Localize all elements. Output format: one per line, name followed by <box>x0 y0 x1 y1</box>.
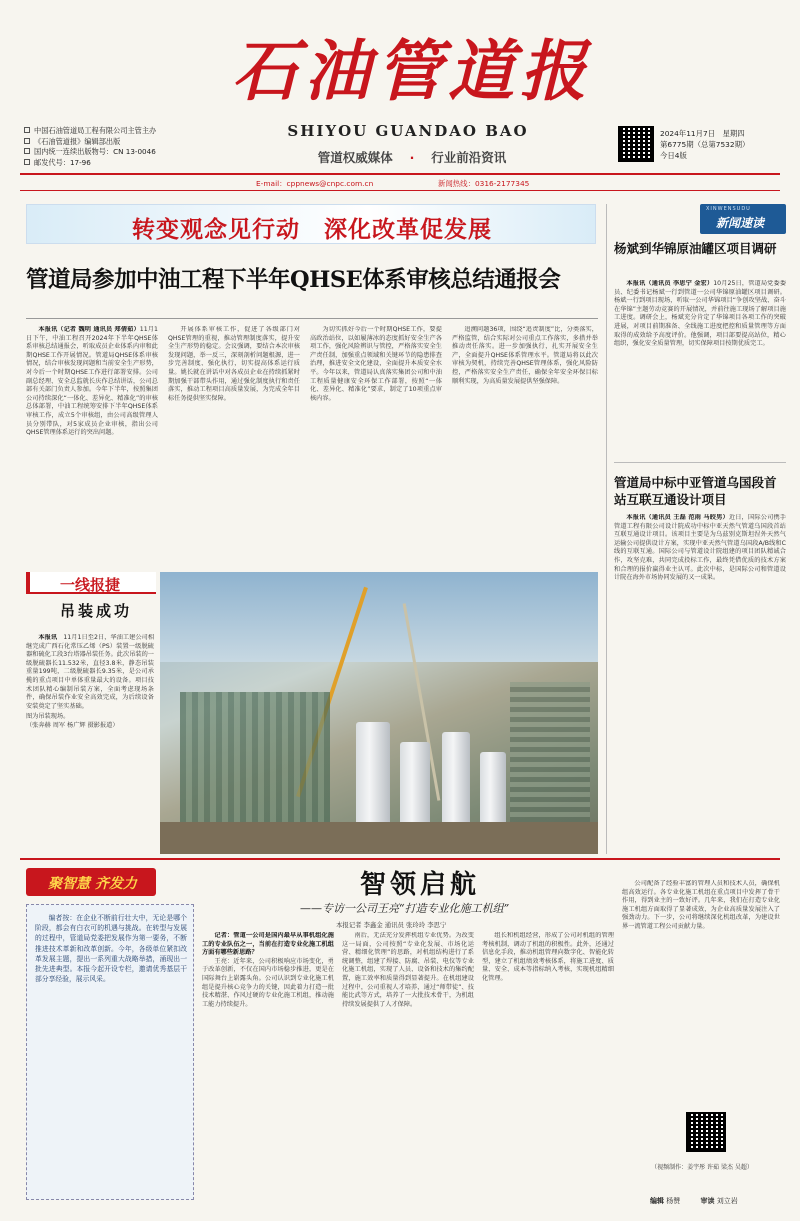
story1-byline: 本报讯（通讯员 李思宁 金宏） <box>626 280 714 287</box>
lead-col2: 开展体系审核工作，促进了各级部门对QHSE管理的重视，推动管理制度落实，提升安全生产形势的稳定。会议强调，要结合本次审核发现问题，举一反三，深刻剖析问题根源，进一步完善制度、强化执行，切实提高体系运行质量。姚长就在讲话中对各成员企业在持续抓紧时期加强干部带头作用，通过强化制度执行和责任落实，推动工程项目高质量发展，为完成全年目标任务提供坚实保障。 <box>168 326 300 402</box>
sidebar-rule <box>606 204 607 854</box>
slogan-banner <box>26 204 596 244</box>
editor-name: 杨赞 <box>666 1197 681 1205</box>
sidebar-label-en: XINWENSUDU <box>706 206 751 212</box>
sponsor-info <box>24 126 254 168</box>
feature-a1: 王亮：近年来，公司积极响应市场变化，勇于改革创新，不仅在国内市场稳步推进，更是在国际舞台上崭露头角。公司认识到专业化施工机组是提升核心竞争力的关键，因此着力打造一批技术精湛、作风过硬的专业化施工机组，推动施工能力持续提升。 <box>202 957 334 1008</box>
page-count: 今日4版 <box>660 151 687 160</box>
feature-title[interactable]: 智领启航 <box>360 870 481 900</box>
issue-info <box>660 128 790 161</box>
feature-section-text: 聚智慧 齐发力 <box>48 876 137 892</box>
lead-col1: 本报讯（记者 魏明 通讯员 郑倩茹）11月1日下午，中油工程召开2024年下半年QHSE体系审核总结通报会，听取成员企业体系内审和此期QHSE工作开展情况。管道局QHSE体系审核情况，结合审核发现问题和当前安全生产形势，对今后一个时期QHSE工作进行部署安排。公司副总经理、安全总监就长庆作总结讲话，公司总部有关部门负责人参加。今年下半年，按照集团公司持续深化“一体化、差异化、精准化”的审核总体部署，中油工程统筹安排下半年QHSE体系审核工作，成立5个审核组，由公司高级管理人员分别带队，对5家成员企业审核，指出公司QHSE管理体系运行的突出问题。 <box>26 326 158 437</box>
feature-rule <box>20 858 780 860</box>
frontline-body: 本报讯 11月1日至2日，华油工建公司相继完成广西石化常压乙烯（PS）装置一级脱硫器和硫化工段3台塔器吊装任务。此次吊装的一级脱硫器长11.532米，直径3.8米，静态吊装重量199吨，二级脱硫器长9.35米，是公司承揽的重点项目中单体重量最大的设备。项目技术团队精心编制吊装方案，全面考虑现场条件，确保吊装作业安全高效完成，为后续设备安装奠定了坚实基础。 图为吊装现场。 （张奔赫 周军 杨广辉 摄影报道） <box>26 634 154 729</box>
masthead-pinyin: SHIYOU GUANDAO BAO <box>287 122 529 140</box>
reviewer-name: 刘立岩 <box>716 1197 738 1205</box>
lead-headline[interactable]: 管道局参加中油工程下半年QHSE体系审核总结通报会 <box>26 267 561 293</box>
masthead-slogan: 管道权威媒体 · 行业前沿资讯 <box>317 150 507 165</box>
email-link[interactable]: E-mail：cppnews@cnpc.com.cn <box>256 179 374 188</box>
sidebar-label-cn: 新闻速读 <box>716 216 765 230</box>
sponsor-line: 国内统一连续出版物号：CN 13-0046 <box>24 147 254 158</box>
sidebar-story1-body: 本报讯（通讯员 李思宁 金宏）10月25日，管道局党委委员、纪委书记杨斌一行到管道一公司华锦原油罐区项目调研。杨斌一行到项目现场，听取一公司华锦项目“争创攻坚战、奋斗在华锦”主题劳动竞赛的开展情况，并前往施工现场了解项目施工进度。调研会上，杨斌充分肯定了华锦项目各项工作的突破进展，对项目前期准备、全线施工进度把控和质量管理等方面取得的成效给予高度评价。他强调，项目部要提高站位，精心组织，强化安全质量管理，切实保障项目按期优质完工。 <box>614 280 786 348</box>
story2-byline: 本报讯（通讯员 王磊 范雨 马皎男） <box>626 514 729 521</box>
frontline-label-text: 一线报捷 <box>60 576 121 594</box>
sponsor-line: 《石油管道报》编辑部出版 <box>24 137 254 148</box>
issue-number: 第6775期（总第7532期） <box>660 140 750 149</box>
sidebar-story2-body: 本报讯（通讯员 王磊 范雨 马皎男）近日，国际公司携手管道工程有限公司设计院成功中标中亚天然气管道乌国段首站互联互通设计项目。该项目主要是为乌兹别克斯坦涅外天然气运输公司提供设计方案，实现中亚天然气管道乌国段A/B线和C线的互联互通。国际公司与管道设计院组建的项目团队精诚合作，攻坚克难，共同完成投标工作，最终凭借优质的技术方案和合理的报价赢得业主认可。此次中标，是国际公司和管道设计院在海外市场协同发展的又一成果。 <box>614 514 786 582</box>
feature-section-label <box>26 868 156 896</box>
editor-credit <box>650 1196 790 1206</box>
frontline-label <box>26 572 156 594</box>
sponsor-line: 邮发代号：17-96 <box>24 158 254 169</box>
lead-col4: 追溯问题36项，围绕“追责制度”比，分类落实，严格监管，结合实际对公司重点工作落实，多措并举推动责任落实。进一步加强执行，扎实开展安全生产，全面提升QHSE体系管理水平。管道局将以此次审核为契机，持续完善QHSE管理体系，强化风险防控，严格落实安全生产责任，确保全年安全环保目标顺利实现，为高质量发展提供坚强保障。 <box>452 326 598 385</box>
feature-byline: 本报记者 李鑫金 通讯员 张玲玲 李思宁 <box>336 921 447 929</box>
contact-bar <box>20 176 780 190</box>
sidebar-divider <box>614 462 786 463</box>
news-hotline: 新闻热线：0316-2177345 <box>438 179 530 188</box>
sidebar-story1-title[interactable]: 杨斌到华锦原油罐区项目调研 <box>614 241 777 256</box>
frontline-title[interactable]: 吊装成功 <box>60 602 133 620</box>
frontline-photo-credit: 图为吊装现场。 <box>26 713 70 721</box>
lead-rule <box>26 318 598 319</box>
feature-col4: 公司配备了经验丰富的管理人员和技术人员，确保机组高效运行。各专业化施工机组在重点项目中发挥了骨干作用，得到业主的一致好评。几年来，我们在打造专业化施工机组方面取得了显著成效，为企业高质量发展注入了强劲动力。下一步，公司将继续深化机组改革，为建设世界一流管道工程公司贡献力量。 <box>622 880 780 930</box>
date-line: 2024年11月7日 星期四 <box>660 129 745 138</box>
feature-subtitle: ——专访一公司王亮“打造专业化施工机组” <box>300 902 510 915</box>
sponsor-line: 中国石油管道局工程有限公司主管主办 <box>24 126 254 137</box>
feature-col2: 南后，无法充分发挥机组专业优势。为改变这一局面，公司按照“专业化发展、市场化运营、精细化管理”的思路，对机组结构进行了系统调整，组建了焊接、防腐、吊装、电仪等专业化施工机组，实现了人员、设备和技术的集约配置，施工效率和质量得到显著提升。在机组建设过程中，公司重视人才培养，通过“师带徒”、技能比武等方式，培养了一大批技术骨干，为机组持续发展提供了人才保障。 <box>342 932 474 1008</box>
slogan-left: 管道权威媒体 <box>317 150 393 165</box>
banner-text: 转变观念见行动 深化改革促发展 <box>132 217 492 243</box>
masthead-rule <box>20 173 780 175</box>
sidebar-label <box>700 204 786 234</box>
masthead-rule-bottom <box>20 190 780 191</box>
sidebar-story2-title[interactable]: 管道局中标中亚管道乌国段首站互联互通设计项目 <box>614 475 777 507</box>
reviewer-label: 审读 <box>700 1197 715 1205</box>
editor-label: 编辑 <box>650 1197 664 1205</box>
masthead-title: 石油管道报 <box>232 32 592 110</box>
qr-code-icon[interactable] <box>618 126 654 162</box>
construction-photo[interactable] <box>160 572 598 854</box>
slogan-right: 行业前沿资讯 <box>431 150 507 165</box>
lead-byline: 本报讯（记者 魏明 通讯员 郑倩茹） <box>38 326 140 333</box>
feature-col3: 组长和机组经营，形成了公司对机组的管理考核机制，调动了机组的积极性。此外，还通过信息化手段，推动机组管理向数字化、智能化转型，建立了机组绩效考核体系，将施工进度、质量、安全、成本等指标纳入考核，实现机组精细化管理。 <box>482 932 614 982</box>
frontline-byline: 本报讯 <box>38 634 58 641</box>
lead-col3: 为切实抓好今后一个时期QHSE工作，要提高政治站位，以如履薄冰的态度抓好安全生产各项工作，强化风险辨识与管控，严格落实安全生产责任制，加强重点领域和关键环节的隐患排查治理，推进安全文化建设，全面提升本质安全水平。今年以来，管道局认真落实集团公司和中油工程质量健康安全环保工作部署，按照“一体化、差异化、精准化”要求，制定了10项重点审核内容。 <box>310 326 442 402</box>
video-qr-icon[interactable] <box>686 1112 726 1152</box>
video-caption: （视频制作：姜宇彤 许茹 梁杰 吴超） <box>651 1164 753 1171</box>
feature-q1: 记者：管道一公司是国内最早从事机组化施工的专业队伍之一，当前在打造专业化施工机组方面有哪些新思路？ <box>202 932 334 957</box>
feature-col1 <box>202 932 334 1200</box>
editor-note-text: 编者按：在企业不断前行壮大中，无论是哪个阶段，都会有白衣可的机遇与挑战。在转型与发展的过程中，管道局党委把发展作为第一要务，不断推进技术革新和改革创新。今年，各级单位紧扣改革发展主题，提出一系列重大战略举措，涌现出一批先进典型。本报今起开设专栏，邀请优秀基层干部分享经验，展示风采。 <box>35 914 187 984</box>
masthead <box>0 0 800 194</box>
editor-note <box>26 904 194 1200</box>
frontline-credit-names: （张奔赫 周军 杨广辉 摄影报道） <box>26 721 119 729</box>
